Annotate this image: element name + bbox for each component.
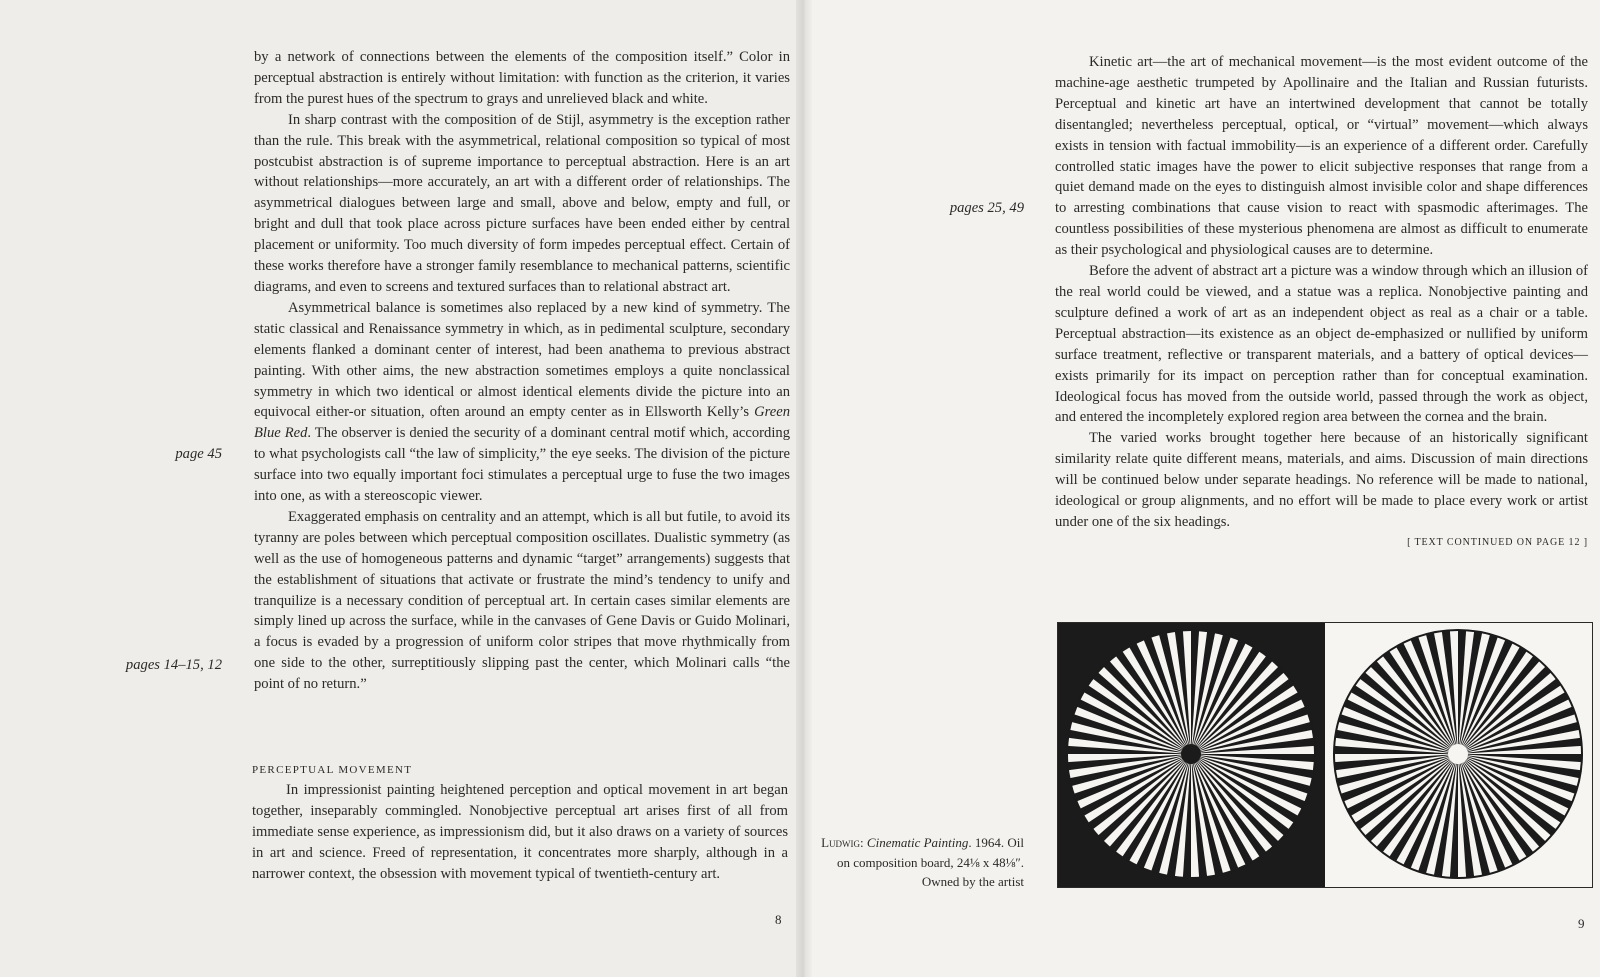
paragraph: by a network of connections between the elements of the composition itself.” Color in perceptual abstraction is entirely without limitation: with function as the criterion, it varies from the purest hues of the spectrum to grays and unrelieved black and white. — [254, 49, 790, 107]
section-heading: PERCEPTUAL MOVEMENT — [252, 764, 413, 776]
margin-reference: pages 14–15, 12 — [125, 657, 222, 673]
paragraph-text: Asymmetrical balance is sometimes also replaced by a new kind of symmetry. The static classical and Renaissance symmetry in which, as in pedimental sculpture, secondary elements flanked a dominant center of interest, had been anathema to previous abstract painting. With other aims, the new abstraction sometimes employs a quite nonclassical symmetry in which two identical or almost identical elements divide the picture into an equivocal either-or situation, often around an empty center as in Ellsworth Kelly’s — [254, 299, 790, 421]
paragraph: Kinetic art—the art of mechanical movement—is the most evident outcome of the machine-age aesthetic trumpeted by Apollinaire and the Italian and Russian futurists. Perceptual and kinetic art have an intertwined development that cannot be totally disentangled; nevertheless perceptual, optical, or “virtual” movement—which always exists in tension with factual immobility—is an experience of a different order. Carefully controlled static images have the power to elicit subjective responses that range from a quiet demand made on the eyes to distinguish almost invisible color and shape differences to arresting combinations that cause vision to react with spasmodic afterimages. The countless possibilities of these mysterious phenomena are almost as difficult to enumerate as their psychological and physiological causes are to determine. — [1055, 54, 1588, 259]
caption-title: Cinematic Painting — [866, 835, 969, 850]
paragraph: Before the advent of abstract art a picture was a window through which an illusion of the real world could be viewed, and a statue was a replica. Nonobjective painting and sculpture defined a work of art as an independent object as real as a chair or a table. Perceptual abstraction—its existence as an object de-emphasized or nullified by uniform surface treatment, reflective or transparent materials, and a battery of optical devices—exists primarily for its impact on perception rather than for conceptual examination. Ideological focus has moved from the outside world, passed through the work as object, and entered the incompletely explored region area between the cornea and the brain. — [1055, 263, 1588, 426]
page-number: 9 — [1578, 916, 1585, 931]
margin-reference: pages 25, 49 — [949, 200, 1024, 216]
paragraph: The varied works brought together here because of an historically significant similarity relate quite different means, materials, and aims. Discussion of main directions will be continued below under separate headings. No reference will be made to national, ideological or group alignments, and no effort will be made to place every work or artist under one of the six headings. — [1055, 430, 1588, 530]
right-body-text — [1055, 52, 1588, 533]
radial-disc-right — [1325, 623, 1592, 887]
paragraph — [254, 298, 790, 507]
page-number: 8 — [775, 912, 782, 927]
caption-line: on composition board, 24⅛ x 48⅛″. — [836, 854, 1024, 870]
disc-center — [1448, 744, 1468, 764]
figure-caption — [800, 833, 1024, 892]
margin-reference: page 45 — [175, 446, 222, 462]
left-section-text — [252, 780, 788, 885]
caption-artist: Ludwig: — [821, 835, 864, 850]
caption-details: . 1964. Oil — [968, 835, 1024, 850]
artwork-title: Green Blue Red — [254, 404, 790, 442]
disc-center — [1181, 744, 1201, 764]
paragraph: Exaggerated emphasis on centrality and an attempt, which is all but futile, to avoid its tyranny are poles between which perceptual composition oscillates. Dualistic symmetry (as well as the use of homogeneous patterns and dynamic “target” arrangements) suggests that the establishment of situations that activate or frustrate the mind’s tendency to unify and tranquilize is a necessary condition of perceptual art. In certain cases similar elements are simply lined up across the surface, while in the canvases of Gene Davis or Guido Molinari, a focus is evaded by a progression of uniform color stripes that move rhythmically from one side to the other, surreptitiously slipping past the center, which Molinari calls “the point of no return.” — [254, 508, 790, 693]
paragraph-text: . The observer is denied the security of a dominant central motif which, according to what psychologists call “the law of simplicity,” the eye seeks. The division of the picture surface into two equally important foci stimulates a perceptual urge to fuse the two images into one, as with a stereoscopic viewer. — [254, 425, 790, 505]
paragraph: In sharp contrast with the composition of de Stijl, asymmetry is the exception rather than the rule. This break with the asymmetrical, relational composition so typical of most postcubist abstraction is of supreme importance to perceptual abstraction. Here is an art without relationships—more accurately, an art with a different order of relationships. The asymmetrical dialogues between large and small, above and below, empty and full, or bright and dull that took place across picture surfaces have been ended either by central placement or uniformity. Too much diversity of form impedes perceptual effect. Certain of these works therefore have a stronger family resemblance to mechanical patterns, scientific diagrams, and even to screens and textured surfaces than to relational abstract art. — [254, 111, 790, 295]
paragraph: In impressionist painting heightened perception and optical movement in art began together, inseparably commingled. Nonobjective perceptual art arises first of all from immediate sense experience, as impressionism did, but it also draws on a variety of sources in art and science. Freed of representation, it concentrates more sharply, although in a narrower context, the obsession with movement typical of twentieth-century art. — [252, 782, 788, 882]
caption-line: Owned by the artist — [921, 874, 1024, 889]
caption-line — [800, 833, 1024, 853]
continued-note: [ TEXT CONTINUED ON PAGE 12 ] — [1407, 537, 1588, 548]
book-gutter — [796, 0, 812, 977]
radial-disc-left — [1058, 623, 1325, 887]
left-body-text — [254, 47, 790, 695]
artwork-image — [1057, 622, 1593, 888]
